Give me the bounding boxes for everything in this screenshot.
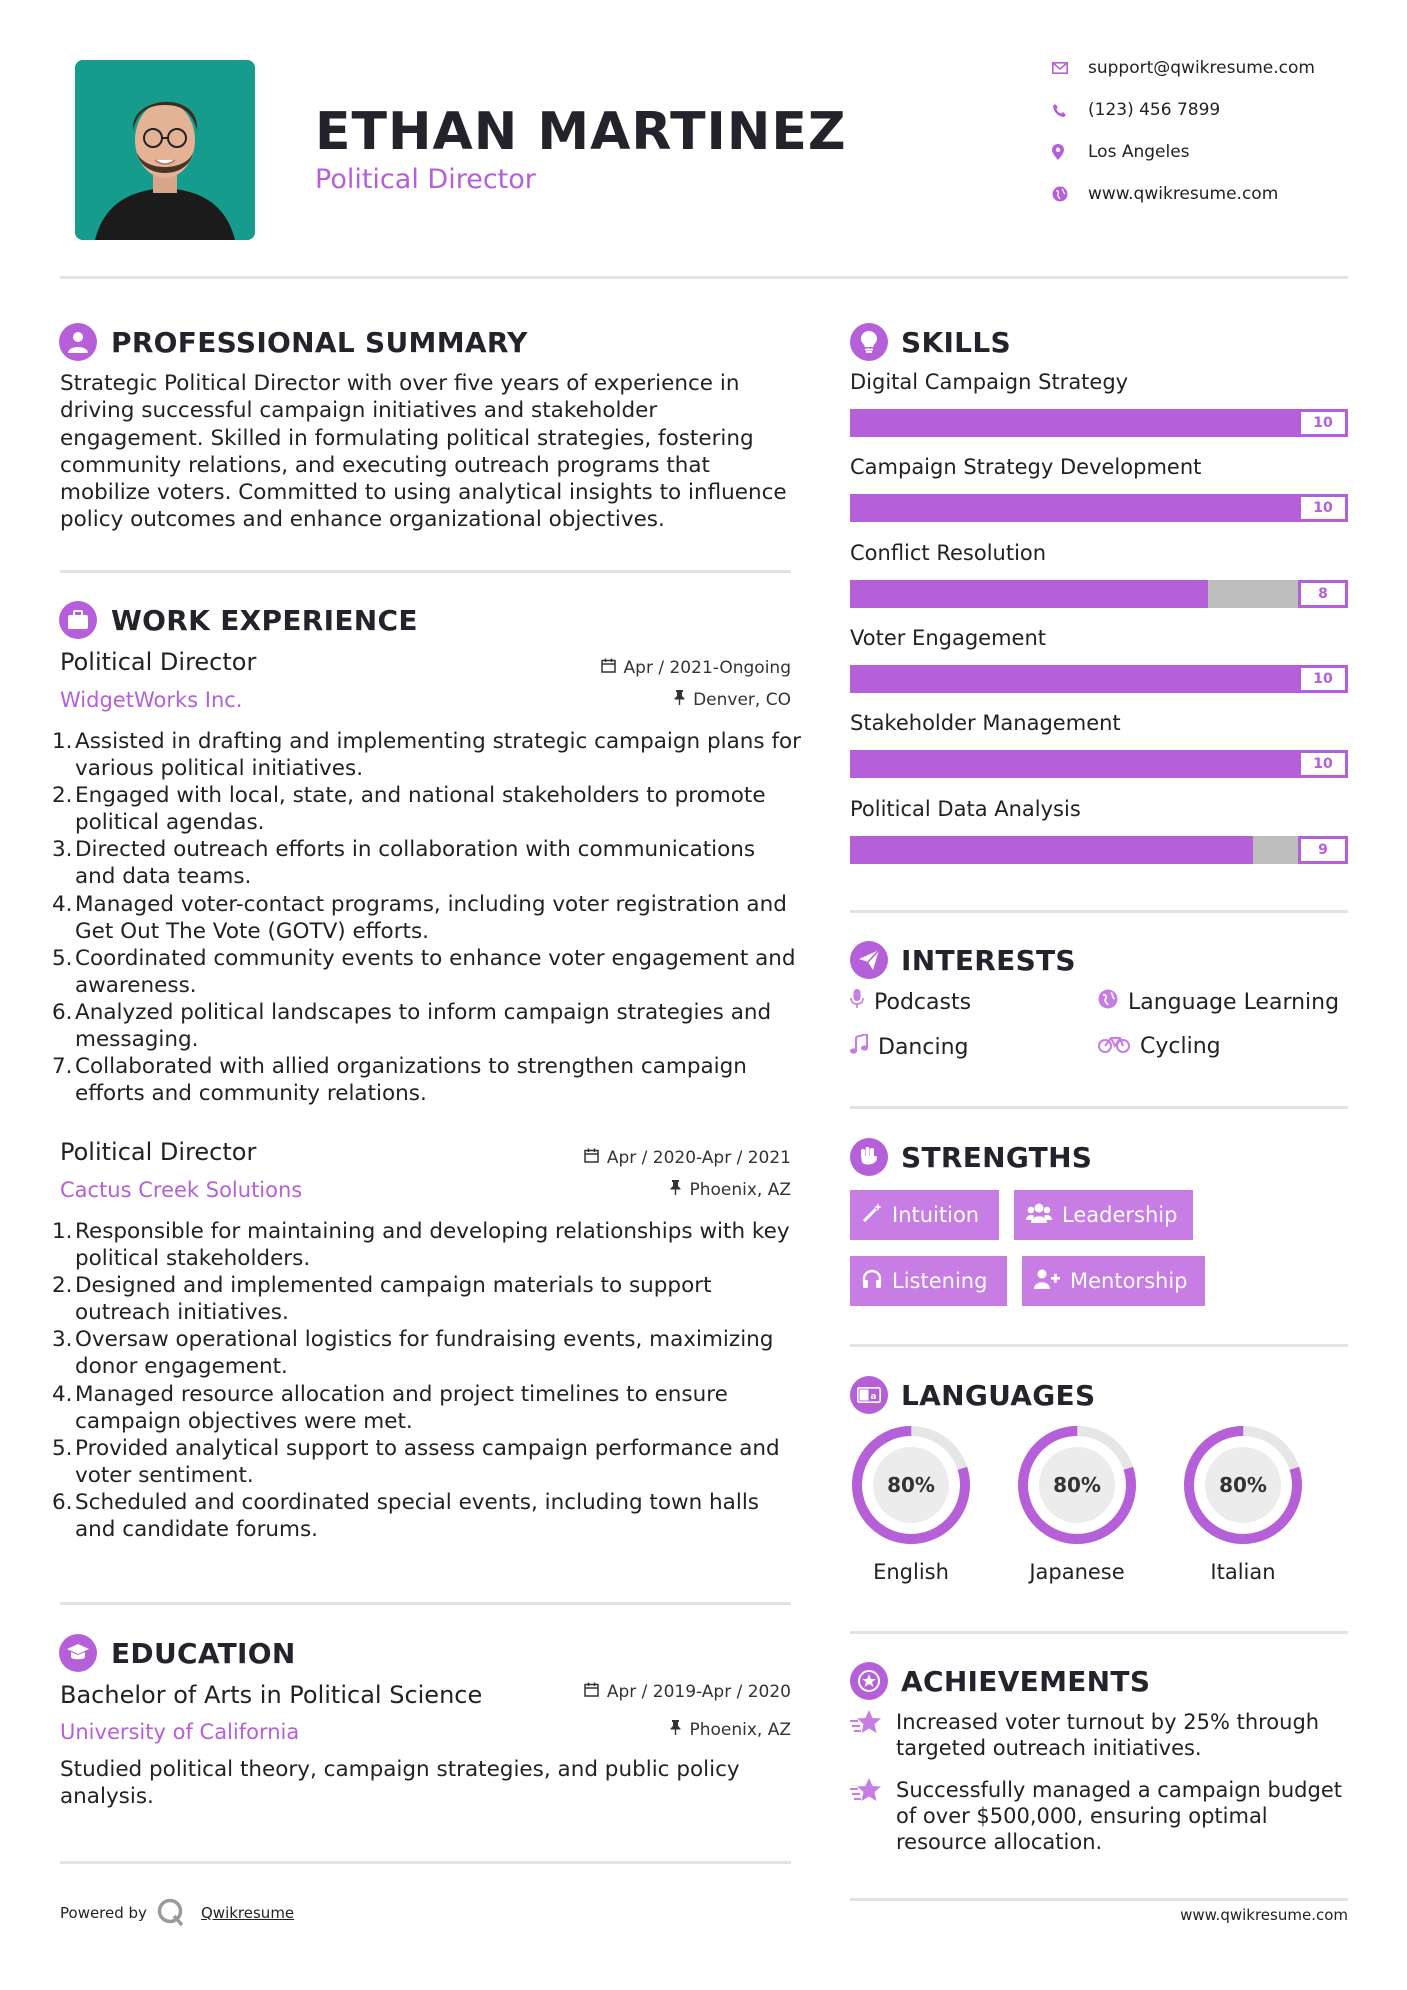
envelope-icon (1052, 58, 1088, 78)
list-item: 6. Scheduled and coordinated special events, including town halls and candidate forums. (52, 1489, 760, 1543)
achievement-item: Successfully managed a campaign budget of over $500,000, ensuring optimal resource allocation. (850, 1777, 1346, 1855)
achievements-heading: ACHIEVEMENTS (901, 1665, 1151, 1698)
paper-plane-icon (850, 941, 888, 979)
skill-bar-fill (850, 580, 1208, 608)
list-item: 5. Coordinated community events to enhance voter engagement and awareness. (52, 945, 796, 998)
strength-chip: Intuition (850, 1190, 999, 1240)
pushpin-icon (670, 1180, 681, 1200)
skill-bar (850, 494, 1348, 522)
lightbulb-icon (850, 323, 888, 361)
language-name: Japanese (1029, 1560, 1125, 1584)
donut-label: 80% (1219, 1473, 1267, 1497)
location-text: Los Angeles (1088, 142, 1190, 162)
education-divider (60, 1861, 791, 1864)
skill-score: 10 (1298, 409, 1348, 437)
list-item: 2. Engaged with local, state, and national stakeholders to promote political agendas. (52, 783, 766, 836)
bicycle-icon (1098, 1034, 1130, 1059)
education-heading: EDUCATION (111, 1637, 296, 1670)
summary-divider (60, 570, 791, 573)
job-title: Political Director (60, 648, 257, 676)
calendar-icon (584, 1682, 599, 1702)
interest-item: Podcasts (850, 989, 971, 1015)
experience-divider (60, 1602, 791, 1605)
magic-wand-icon (862, 1203, 882, 1228)
skill-name: Conflict Resolution (850, 540, 1047, 565)
fist-icon (850, 1138, 888, 1176)
donut-label: 80% (887, 1473, 935, 1497)
skill-score: 9 (1298, 836, 1348, 864)
job-date: Apr / 2021-Ongoing (500, 658, 791, 678)
skill-name: Stakeholder Management (850, 711, 1121, 736)
email-text: support@qwikresume.com (1088, 58, 1315, 78)
interest-item: Cycling (1098, 1034, 1221, 1059)
user-icon (59, 323, 97, 361)
skill-name: Digital Campaign Strategy (850, 370, 1129, 394)
skill-bar-fill (850, 409, 1348, 437)
degree-title: Bachelor of Arts in Political Science (60, 1681, 483, 1709)
microphone-icon (850, 989, 864, 1015)
skill-bar (850, 836, 1348, 864)
job-location: Denver, CO (500, 690, 791, 710)
skill-bar (850, 665, 1348, 693)
list-item: 4. Managed voter-contact programs, including voter registration and Get Out The Vote (GOTV) efforts. (52, 891, 787, 944)
strengths-divider (850, 1344, 1348, 1347)
job-bullets (52, 728, 802, 1107)
globe-icon (1098, 989, 1118, 1015)
strengths-heading: STRENGTHS (901, 1141, 1093, 1174)
candidate-role: Political Director (315, 164, 536, 195)
achievement-item: Increased voter turnout by 25% through targeted outreach initiatives. (850, 1709, 1346, 1761)
phone-text: (123) 456 7899 (1088, 100, 1221, 120)
user-plus-icon (1034, 1269, 1060, 1294)
pushpin-icon (670, 1720, 681, 1740)
experience-heading: WORK EXPERIENCE (111, 604, 418, 637)
skills-divider (850, 910, 1348, 913)
svg-text:a: a (870, 1392, 877, 1402)
powered-by-label: Powered by (60, 1904, 147, 1922)
education-location: Phoenix, AZ (500, 1720, 791, 1740)
list-item: 6. Analyzed political landscapes to inform campaign strategies and messaging. (52, 999, 772, 1053)
star-icon (850, 1709, 884, 1761)
language-name: Italian (1210, 1560, 1276, 1584)
list-item: 1. Responsible for maintaining and developing relationships with key political stakeholders. (52, 1219, 790, 1272)
skill-bar (850, 409, 1348, 437)
music-note-icon (850, 1034, 868, 1060)
pushpin-icon (674, 690, 685, 710)
briefcase-icon (59, 601, 97, 639)
skill-bar-fill (850, 750, 1348, 778)
qwikresume-logo (156, 1897, 186, 1931)
job-title: Political Director (60, 1138, 257, 1166)
education-date: Apr / 2019-Apr / 2020 (500, 1682, 791, 1702)
languages-heading: LANGUAGES (901, 1379, 1096, 1412)
company-name: Cactus Creek Solutions (60, 1178, 303, 1202)
header-divider (60, 276, 1348, 279)
contact-website[interactable] (1052, 184, 1352, 204)
languages-divider (850, 1631, 1348, 1634)
company-name: WidgetWorks Inc. (60, 688, 243, 712)
donut-label: 80% (1053, 1473, 1101, 1497)
map-pin-icon (1052, 142, 1088, 162)
school-name: University of California (60, 1720, 300, 1744)
globe-icon (1052, 184, 1088, 204)
skill-bar-fill (850, 665, 1348, 693)
interests-heading: INTERESTS (901, 944, 1076, 977)
contact-email[interactable] (1052, 58, 1352, 78)
headphones-icon (862, 1269, 882, 1294)
list-item: 7. Collaborated with allied organizations to strengthen campaign efforts and community relations. (52, 1054, 747, 1107)
skill-bar-fill (850, 494, 1348, 522)
interest-item: Language Learning (1098, 989, 1339, 1015)
skill-score: 8 (1298, 580, 1348, 608)
interests-divider (850, 1106, 1348, 1109)
skills-heading: SKILLS (901, 326, 1011, 359)
skill-name: Political Data Analysis (850, 796, 1081, 821)
skill-score: 10 (1298, 494, 1348, 522)
list-item: 4. Managed resource allocation and project timelines to ensure campaign objectives were met. (52, 1381, 728, 1434)
list-item: 2. Designed and implemented campaign materials to support outreach initiatives. (52, 1273, 712, 1326)
skill-score: 10 (1298, 750, 1348, 778)
contact-phone[interactable] (1052, 100, 1352, 120)
graduation-icon (59, 1634, 97, 1672)
summary-text: Strategic Political Director with over five years of experience in driving successful campaign initiatives and stakeholder engagement. Skilled in formulating political strategies, fostering community relations, and executing outreach programs that mobilize voters. Committed to using analytical insights to influence policy outcomes and enhance organizational objectives. (60, 371, 787, 533)
skill-bar (850, 580, 1348, 608)
strength-chip: Mentorship (1022, 1256, 1205, 1306)
footer-website[interactable]: www.qwikresume.com (1180, 1906, 1348, 1924)
strength-chip: Listening (850, 1256, 1007, 1306)
contact-location (1052, 142, 1352, 162)
language-icon (850, 1376, 888, 1414)
achievements-divider (850, 1898, 1348, 1901)
strength-chip: Leadership (1014, 1190, 1193, 1240)
language-donut (1182, 1424, 1304, 1546)
list-item: 1. Assisted in drafting and implementing strategic campaign plans for various political initiatives. (52, 729, 802, 782)
users-icon (1026, 1203, 1052, 1228)
job-bullets (52, 1218, 802, 1543)
star-icon (850, 1777, 884, 1855)
award-icon (850, 1662, 888, 1700)
skill-score: 10 (1298, 665, 1348, 693)
website-text: www.qwikresume.com (1088, 184, 1279, 204)
job-date: Apr / 2020-Apr / 2021 (500, 1148, 791, 1168)
calendar-icon (601, 658, 616, 678)
summary-heading: PROFESSIONAL SUMMARY (111, 326, 528, 359)
qwikresume-link[interactable]: Qwikresume (201, 1904, 295, 1922)
profile-photo (75, 60, 255, 240)
education-description: Studied political theory, campaign strategies, and public policy analysis. (60, 1757, 740, 1810)
skill-name: Campaign Strategy Development (850, 455, 1202, 480)
list-item: 5. Provided analytical support to assess campaign performance and voter sentiment. (52, 1435, 780, 1488)
candidate-name: ETHAN MARTINEZ (315, 102, 847, 162)
language-name: English (873, 1560, 949, 1584)
list-item: 3. Oversaw operational logistics for fundraising events, maximizing donor engagement. (52, 1327, 774, 1380)
calendar-icon (584, 1148, 599, 1168)
list-item: 3. Directed outreach efforts in collaboration with communications and data teams. (52, 837, 756, 890)
language-donut (1016, 1424, 1138, 1546)
job-location: Phoenix, AZ (500, 1180, 791, 1200)
interest-item: Dancing (850, 1034, 968, 1060)
skill-bar (850, 750, 1348, 778)
phone-icon (1052, 100, 1088, 120)
language-donut (850, 1424, 972, 1546)
skill-name: Voter Engagement (850, 625, 1046, 650)
skill-bar-fill (850, 836, 1253, 864)
